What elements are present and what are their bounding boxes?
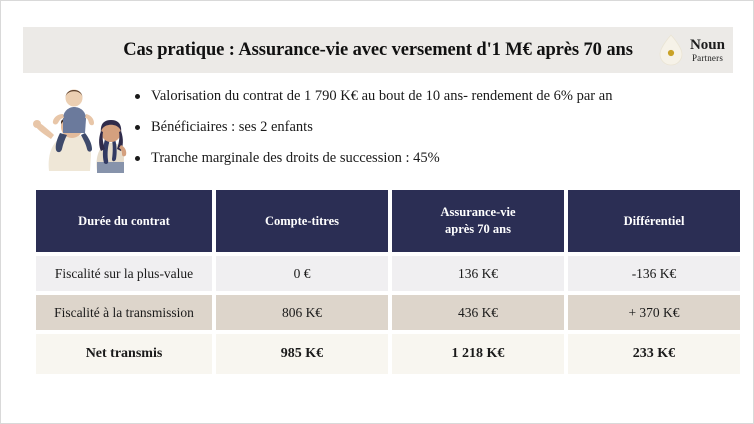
page-title: Cas pratique : Assurance-vie avec versement d'1 M€ après 70 ans (123, 39, 633, 60)
table-body (36, 256, 740, 374)
table-header (36, 190, 740, 252)
column-header-compte-titres: Compte-titres (216, 190, 388, 252)
row-label: Net transmis (36, 334, 212, 374)
table-header-row (36, 190, 740, 252)
logo-name-top: Noun (689, 36, 725, 53)
column-header-assurance-vie-line2: après 70 ans (445, 222, 511, 236)
cell-differentiel: -136 K€ (568, 256, 740, 291)
cell-assurance-vie: 136 K€ (392, 256, 564, 291)
droplet-logo-icon (658, 34, 684, 66)
cell-compte-titres: 806 K€ (216, 295, 388, 330)
comparison-table (32, 186, 744, 378)
list-item: Bénéficiaires : ses 2 enfants (134, 118, 734, 136)
cell-compte-titres: 985 K€ (216, 334, 388, 374)
cell-differentiel: + 370 K€ (568, 295, 740, 330)
cell-compte-titres: 0 € (216, 256, 388, 291)
table-row (36, 295, 740, 330)
row-label: Fiscalité sur la plus-value (36, 256, 212, 291)
logo-wordmark (690, 38, 725, 63)
column-header-differentiel: Différentiel (568, 190, 740, 252)
list-item: Tranche marginale des droits de succession : 45% (134, 149, 734, 167)
column-header-assurance-vie-line1: Assurance-vie (440, 205, 516, 220)
table-row (36, 256, 740, 291)
cell-differentiel-highlight: 233 K€ (568, 334, 740, 374)
family-illustration (27, 83, 127, 175)
brand-logo (658, 34, 725, 66)
cell-assurance-vie: 436 K€ (392, 295, 564, 330)
table-row-total (36, 334, 740, 374)
bullet-list (134, 87, 734, 180)
title-band (23, 27, 733, 73)
cell-assurance-vie: 1 218 K€ (392, 334, 564, 374)
column-header-duration: Durée du contrat (36, 190, 212, 252)
list-item: Valorisation du contrat de 1 790 K€ au bout de 10 ans- rendement de 6% par an (134, 87, 734, 105)
column-header-assurance-vie (392, 190, 564, 252)
row-label: Fiscalité à la transmission (36, 295, 212, 330)
logo-name-bottom: Partners (691, 52, 724, 63)
